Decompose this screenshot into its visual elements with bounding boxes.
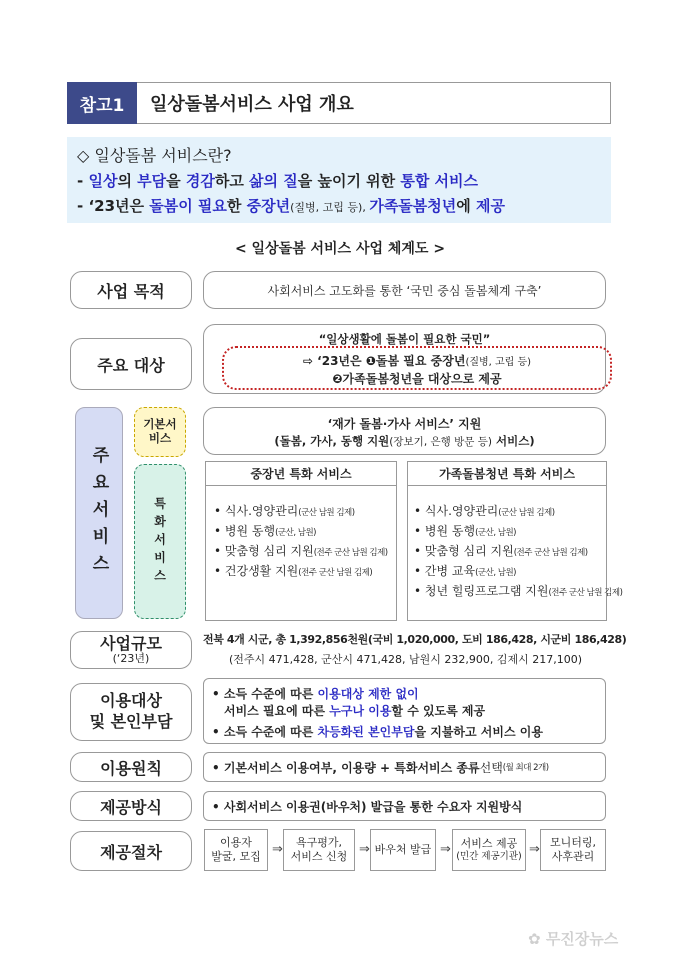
youth-service-title: 가족돌봄청년 특화 서비스: [408, 462, 606, 486]
target-highlight: [222, 346, 612, 390]
list-item: • 식사.영양관리(군산 남원 김제): [214, 502, 388, 519]
special-service-label: 특화서비스: [134, 464, 186, 619]
principle-text: • 기본서비스 이용여부, 이용량 + 특화서비스 종류 선택 (월 최대 2개): [203, 752, 606, 782]
intro-line-2: - ‘23년은 돌봄이 필요한 중장년(질병, 고립 등), 가족돌봄청년에 제공: [77, 197, 505, 215]
procedure-label: 제공절차: [70, 831, 192, 871]
intro-box: [67, 137, 611, 223]
section-badge: 참고1: [67, 82, 137, 124]
midage-service-list: [214, 502, 388, 582]
arrow-icon: ⇒: [359, 842, 370, 857]
diagram-title: < 일상돌봄 서비스 사업 체계도 >: [234, 241, 446, 257]
procedure-step: 서비스 제공 (민간 제공기관): [452, 829, 526, 871]
procedure-step: 모니터링, 사후관리: [540, 829, 606, 871]
burden-box: [203, 678, 606, 744]
intro-question: ◇ 일상돌봄 서비스란?: [77, 146, 232, 165]
basic-service-label: 기본서비스: [134, 407, 186, 457]
watermark: ✿ 무진장뉴스: [528, 930, 619, 948]
basic-service-line-1: ‘재가 돌봄·가사 서비스’ 지원: [327, 417, 482, 431]
principle-label: 이용원칙: [70, 752, 192, 782]
method-label: 제공방식: [70, 791, 192, 821]
list-item: • 맞춤형 심리 지원(전주 군산 남원 김제): [414, 542, 622, 559]
youth-service-box: [407, 461, 623, 621]
basic-service-box: [203, 407, 606, 455]
burden-line-2: 서비스 필요에 따른 누구나 이용할 수 있도록 제공: [224, 704, 486, 718]
list-item: • 병원 동행(군산, 남원): [414, 522, 622, 539]
list-item: • 병원 동행(군산, 남원): [214, 522, 388, 539]
target-line-1: “일상생활에 돌봄이 필요한 국민”: [318, 332, 491, 346]
arrow-icon: ⇒: [272, 842, 283, 857]
purpose-text: 사회서비스 고도화를 통한 ‘국민 중심 돌봄체계 구축’: [203, 271, 606, 309]
arrow-icon: ⇒: [529, 842, 540, 857]
midage-service-title: 중장년 특화 서비스: [206, 462, 396, 486]
basic-service-line-2: (돌봄, 가사, 동행 지원(장보기, 은행 방문 등) 서비스): [274, 434, 535, 448]
youth-service-list: [414, 502, 622, 602]
list-item: • 맞춤형 심리 지원(전주 군산 남원 김제): [214, 542, 388, 559]
target-line-2: ⇨ ‘23년은 ❶돌봄 필요 중장년(질병, 고립 등): [302, 354, 532, 368]
procedure-step: 바우처 발급: [370, 829, 436, 871]
burden-line-1: • 소득 수준에 따른 이용대상 제한 없이: [212, 687, 419, 701]
procedure-step: 이용자 발굴, 모집: [204, 829, 268, 871]
intro-line-1: - 일상의 부담을 경감하고 삶의 질을 높이기 위한 통합 서비스: [77, 172, 479, 190]
page-title: 일상돌봄서비스 사업 개요: [150, 94, 354, 115]
burden-label: 이용대상 및 본인부담: [70, 683, 192, 741]
arrow-icon: ⇒: [440, 842, 451, 857]
procedure-step: 욕구평가, 서비스 신청: [283, 829, 355, 871]
purpose-label: 사업 목적: [70, 271, 192, 309]
services-label: 주요서비스: [75, 407, 123, 619]
midage-service-box: [205, 461, 397, 621]
leaf-icon: ✿: [528, 930, 541, 948]
list-item: • 식사.영양관리(군산 남원 김제): [414, 502, 622, 519]
burden-line-3: • 소득 수준에 따른 차등화된 본인부담을 지불하고 서비스 이용: [212, 725, 543, 739]
scale-line-1: 전북 4개 시군, 총 1,392,856천원(국비 1,020,000, 도비 186,428, 시군비 186,428): [203, 633, 627, 646]
scale-line-2: (전주시 471,428, 군산시 471,428, 남원시 232,900, 김제시 217,100): [229, 653, 583, 666]
list-item: • 청년 힐링프로그램 지원(전주 군산 남원 김제): [414, 582, 622, 599]
scale-label: 사업규모 (‘23년): [70, 631, 192, 669]
scale-text: [203, 631, 627, 669]
list-item: • 간병 교육(군산, 남원): [414, 562, 622, 579]
method-text: • 사회서비스 이용권(바우처) 발급을 통한 수요자 지원방식: [203, 791, 606, 821]
target-label: 주요 대상: [70, 338, 192, 390]
list-item: • 건강생활 지원(전주 군산 남원 김제): [214, 562, 388, 579]
target-line-3: ❷가족돌봄청년을 대상으로 제공: [332, 372, 502, 386]
